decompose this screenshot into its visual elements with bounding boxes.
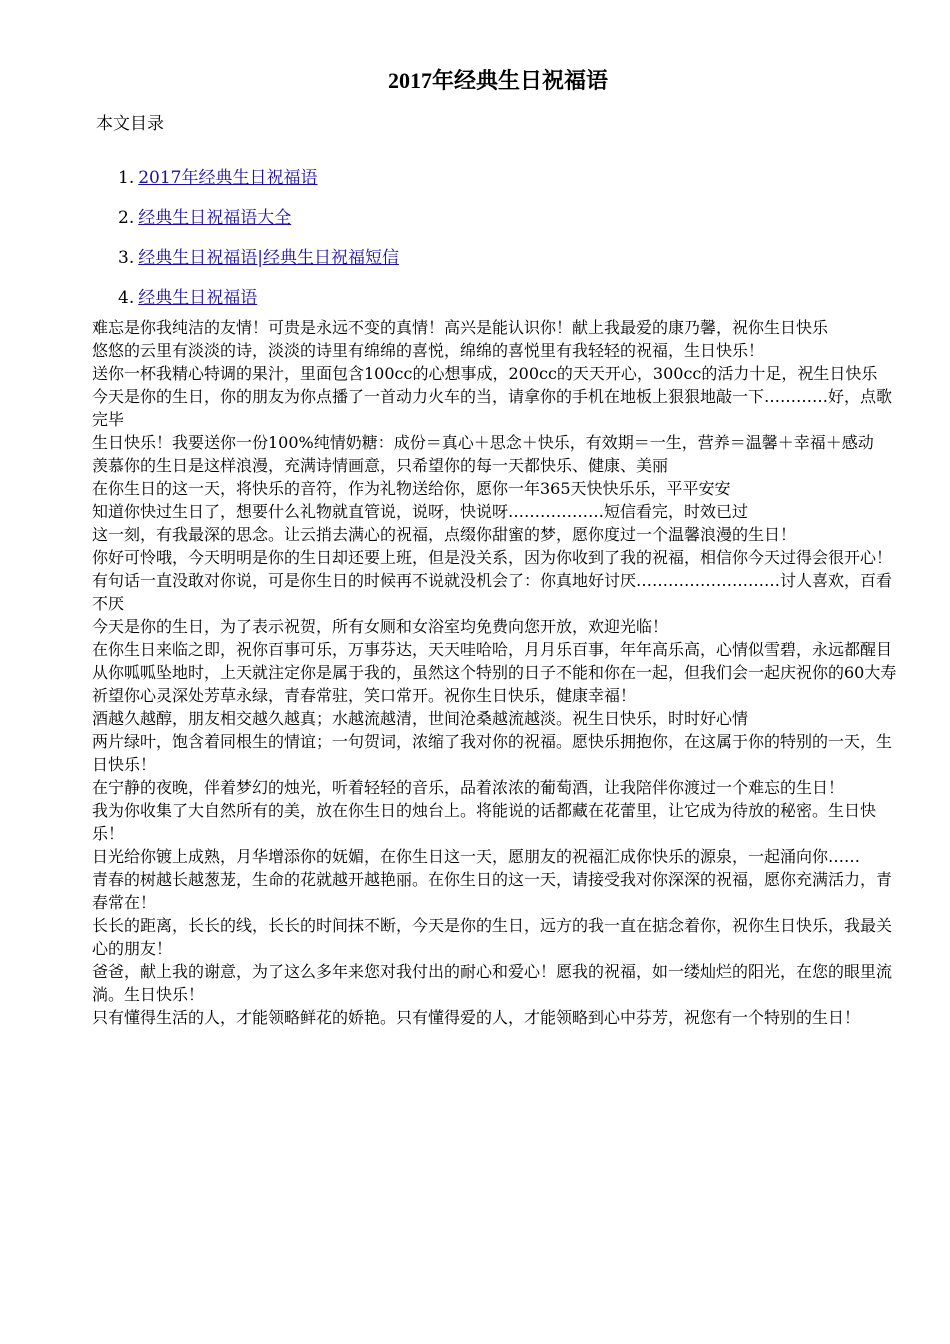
toc-link-4[interactable]: 经典生日祝福语 bbox=[138, 288, 258, 308]
paragraph: 羡慕你的生日是这样浪漫，充满诗情画意，只希望你的每一天都快乐、健康、美丽 bbox=[92, 456, 669, 475]
toc-item-2 bbox=[118, 206, 399, 246]
paragraph: 悠悠的云里有淡淡的诗，淡淡的诗里有绵绵的喜悦，绵绵的喜悦里有我轻轻的祝福，生日快乐！ bbox=[92, 341, 765, 360]
page-title: 2017年经典生日祝福语 bbox=[387, 68, 608, 93]
toc-label: 本文目录 bbox=[96, 114, 164, 134]
paragraph: 难忘是你我纯洁的友情！可贵是永远不变的真情！高兴是能认识你！献上我最爱的康乃馨，祝你生日快乐 bbox=[92, 318, 829, 337]
toc-number: 2. bbox=[118, 208, 135, 228]
paragraph: 生日快乐！我要送你一份100%纯情奶糖：成份＝真心＋思念＋快乐，有效期＝一生，营养＝温馨＋幸福＋感动 bbox=[92, 433, 874, 452]
paragraph: 在宁静的夜晚，伴着梦幻的烛光，听着轻轻的音乐，品着浓浓的葡萄酒，让我陪伴你渡过一个难忘的生日！ bbox=[92, 778, 845, 797]
paragraph: 爸爸，献上我的谢意，为了这么多年来您对我付出的耐心和爱心！愿我的祝福，如一缕灿烂的阳光，在您的眼里流淌。生日快乐！ bbox=[92, 962, 893, 1004]
toc-item-3 bbox=[118, 246, 399, 286]
toc-number: 4. bbox=[118, 288, 135, 308]
paragraph: 知道你快过生日了，想要什么礼物就直管说，说呀，快说呀………………短信看完，时效已过 bbox=[92, 502, 749, 521]
paragraph: 祈望你心灵深处芳草永绿，青春常驻，笑口常开。祝你生日快乐，健康幸福！ bbox=[92, 686, 637, 705]
paragraph: 今天是你的生日，为了表示祝贺，所有女厕和女浴室均免费向您开放，欢迎光临！ bbox=[92, 617, 669, 636]
toc-number: 3. bbox=[118, 248, 135, 268]
toc-link-3[interactable]: 经典生日祝福语|经典生日祝福短信 bbox=[138, 248, 399, 268]
paragraph: 这一刻，有我最深的思念。让云捎去满心的祝福，点缀你甜蜜的梦，愿你度过一个温馨浪漫的生日！ bbox=[92, 525, 797, 544]
paragraph: 两片绿叶，饱含着同根生的情谊；一句贺词，浓缩了我对你的祝福。愿快乐拥抱你，在这属于你的特别的一天，生日快乐！ bbox=[92, 732, 893, 774]
paragraph: 有句话一直没敢对你说，可是你生日的时候再不说就没机会了：你真地好讨厌………………………讨人喜欢，百看不厌 bbox=[92, 571, 893, 613]
paragraph: 从你呱呱坠地时，上天就注定你是属于我的，虽然这个特别的日子不能和你在一起，但我们会一起庆祝你的60大寿 bbox=[92, 663, 897, 682]
paragraph: 我为你收集了大自然所有的美，放在你生日的烛台上。将能说的话都藏在花蕾里，让它成为待放的秘密。生日快乐！ bbox=[92, 801, 877, 843]
paragraph: 在你生日来临之即，祝你百事可乐，万事芬达，天天哇哈哈，月月乐百事，年年高乐高，心情似雪碧，永远都醒目 bbox=[92, 640, 893, 659]
toc-number: 1. bbox=[118, 168, 135, 188]
paragraph: 今天是你的生日，你的朋友为你点播了一首动力火车的当，请拿你的手机在地板上狠狠地敲一下…………好，点歌完毕 bbox=[92, 387, 893, 429]
paragraph: 送你一杯我精心特调的果汁，里面包含100cc的心想事成，200cc的天天开心，300cc的活力十足，祝生日快乐 bbox=[92, 364, 878, 383]
toc-link-2[interactable]: 经典生日祝福语大全 bbox=[138, 208, 292, 228]
toc-item-1 bbox=[118, 166, 399, 206]
paragraph: 长长的距离，长长的线，长长的时间抹不断，今天是你的生日，远方的我一直在掂念着你，祝你生日快乐，我最关心的朋友！ bbox=[92, 916, 893, 958]
paragraph: 在你生日的这一天，将快乐的音符，作为礼物送给你，愿你一年365天快快乐乐，平平安安 bbox=[92, 479, 731, 498]
table-of-contents bbox=[118, 166, 399, 326]
paragraph: 只有懂得生活的人，才能领略鲜花的娇艳。只有懂得爱的人，才能领略到心中芬芳，祝您有一个特别的生日！ bbox=[92, 1008, 861, 1027]
body-content bbox=[92, 316, 904, 1029]
toc-link-1[interactable]: 2017年经典生日祝福语 bbox=[138, 168, 318, 188]
paragraph: 日光给你镀上成熟，月华增添你的妩媚，在你生日这一天，愿朋友的祝福汇成你快乐的源泉，一起涌向你…… bbox=[92, 847, 861, 866]
paragraph: 青春的树越长越葱茏，生命的花就越开越艳丽。在你生日的这一天，请接受我对你深深的祝福，愿你充满活力，青春常在！ bbox=[92, 870, 893, 912]
paragraph: 你好可怜哦，今天明明是你的生日却还要上班，但是没关系，因为你收到了我的祝福，相信你今天过得会很开心！ bbox=[92, 548, 893, 567]
paragraph: 酒越久越醇，朋友相交越久越真；水越流越清，世间沧桑越流越淡。祝生日快乐，时时好心情 bbox=[92, 709, 749, 728]
